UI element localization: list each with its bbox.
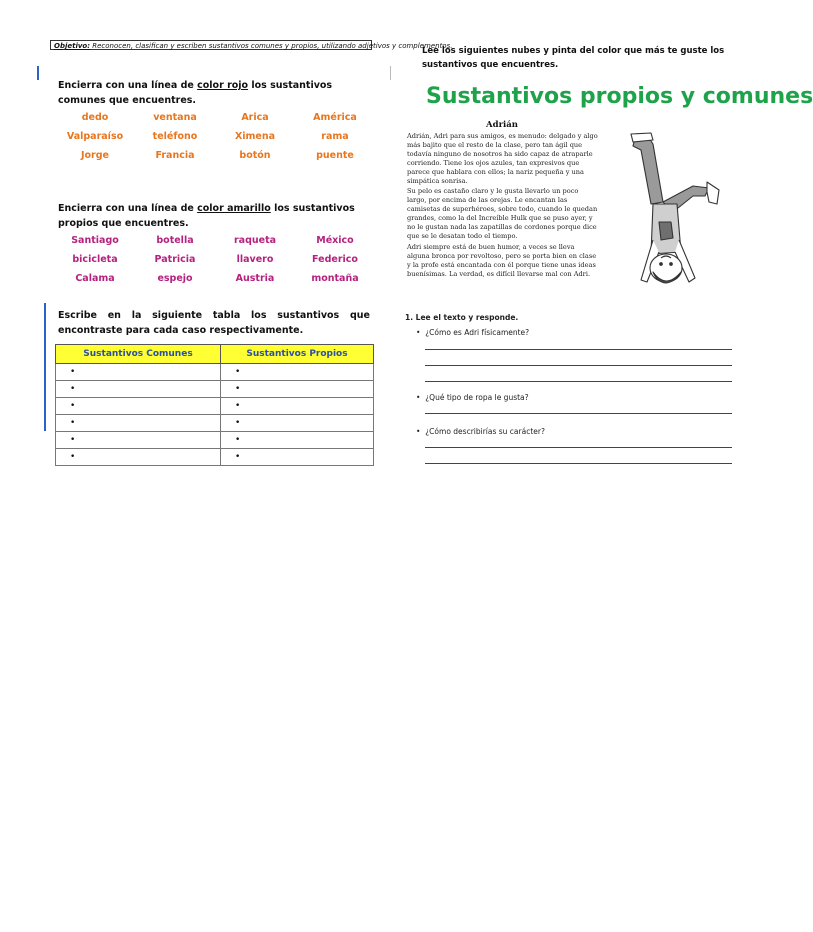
table-cell[interactable]: • [220,432,373,449]
word[interactable]: Arica [241,112,269,123]
section1-word-grid [55,111,375,163]
answer-line[interactable] [425,349,732,350]
table-cell[interactable]: • [56,381,221,398]
word[interactable]: México [316,235,354,246]
word[interactable]: raqueta [233,235,277,246]
table-cell[interactable]: • [56,398,221,415]
story-paragraph: Su pelo es castaño claro y le gusta llevarlo un poco largo, por encima de las orejas. Le encantan las camisetas de superhéroes, sobre todo, cuando le quedan grandes, como la del Increíble Hulk que se puso ayer, y no le gustan nada las zapatillas de cordones porque dice que se le desatan todo el tiempo. [407,187,598,240]
section2-instruction: Encierra con una línea de color amarillo los sustantivos propios que encuentres. [58,203,355,229]
objective-label: Objetivo: [54,42,91,50]
answer-line[interactable] [425,463,732,464]
word[interactable]: Austria [235,273,275,284]
word[interactable]: Ximena [234,131,276,142]
story-title: Adrián [486,120,518,130]
table-cell[interactable]: • [220,381,373,398]
table-row [56,449,374,466]
table-cell[interactable]: • [220,449,373,466]
story-paragraph: Adrián, Adri para sus amigos, es menudo: delgado y algo más bajito que el resto de la clase, pero tan ágil que todavía ninguno de nosotros ha sido capaz de atraparle corriendo. Tiene los ojos azules, tan expresivos que parece que hablara con ellos; la nariz pequeña y una simpática sonrisa. [407,132,598,185]
word[interactable]: Francia [155,150,195,161]
table-row [56,381,374,398]
section3-instruction: Escribe en la siguiente tabla los sustantivos que encontraste para cada caso respectivamente. [58,310,370,336]
table-cell[interactable]: • [56,432,221,449]
answer-line[interactable] [425,447,732,448]
table-row [56,398,374,415]
word[interactable]: botón [239,150,271,161]
answer-line[interactable] [425,365,732,366]
question-3: • ¿Cómo describirías su carácter? [416,427,545,436]
word[interactable]: Santiago [71,235,119,246]
word[interactable]: espejo [157,273,193,284]
table-cell[interactable]: • [56,415,221,432]
word[interactable]: botella [156,235,194,246]
table-row [56,432,374,449]
header-propios: Sustantivos Propios [220,345,373,364]
word[interactable]: dedo [81,112,109,123]
section1-instruction: Encierra con una línea de color rojo los sustantivos comunes que encuentres. [58,80,333,106]
answer-line[interactable] [425,413,732,414]
table-cell[interactable]: • [56,449,221,466]
margin-bar-1 [37,66,39,80]
table-cell[interactable]: • [56,364,221,381]
word[interactable]: Valparaíso [66,131,124,142]
yellow-color-label: color amarillo [197,203,271,214]
word[interactable]: teléfono [152,131,198,142]
word[interactable]: Patricia [154,254,196,265]
word[interactable]: América [313,112,357,123]
story-paragraph: Adri siempre está de buen humor, a veces se lleva alguna bronca por revoltoso, pero se porta bien en clase y la profe está encantada con él porque tiene unas ideas buenísimas. La verdad, es difícil llevarse mal con Adri. [407,242,597,278]
word[interactable]: Jorge [81,150,109,161]
margin-bar-2 [44,303,46,431]
objective-text: Reconocen, clasifican y escriben sustantivos comunes y propios, utilizando adjetivos y complementos. [90,42,453,50]
header-comunes: Sustantivos Comunes [56,345,221,364]
page-title: Sustantivos propios y comunes [426,84,813,109]
table-row [56,415,374,432]
word[interactable]: rama [321,131,349,142]
word[interactable]: montaña [311,273,359,284]
right-instruction: Lee los siguientes nubes y pinta del color que más te guste los sustantivos que encuentres. [422,46,725,70]
red-color-label: color rojo [197,80,249,91]
section2-word-grid [55,234,375,286]
margin-line [390,66,391,80]
question-1: • ¿Cómo es Adri físicamente? [416,328,530,337]
boy-handstand-illustration [623,130,733,295]
answer-line[interactable] [425,381,732,382]
nouns-table [55,344,374,466]
word[interactable]: Calama [75,273,115,284]
task-heading: 1. Lee el texto y responde. [405,313,519,322]
word[interactable]: ventana [153,112,197,123]
question-2: • ¿Qué tipo de ropa le gusta? [416,393,529,402]
table-row [56,364,374,381]
word[interactable]: Federico [312,254,358,265]
word[interactable]: bicicleta [72,254,118,265]
table-cell[interactable]: • [220,364,373,381]
word[interactable]: puente [316,150,354,161]
table-cell[interactable]: • [220,415,373,432]
story-text [407,132,599,281]
table-cell[interactable]: • [220,398,373,415]
word[interactable]: llavero [236,254,274,265]
objective-box [50,40,453,50]
